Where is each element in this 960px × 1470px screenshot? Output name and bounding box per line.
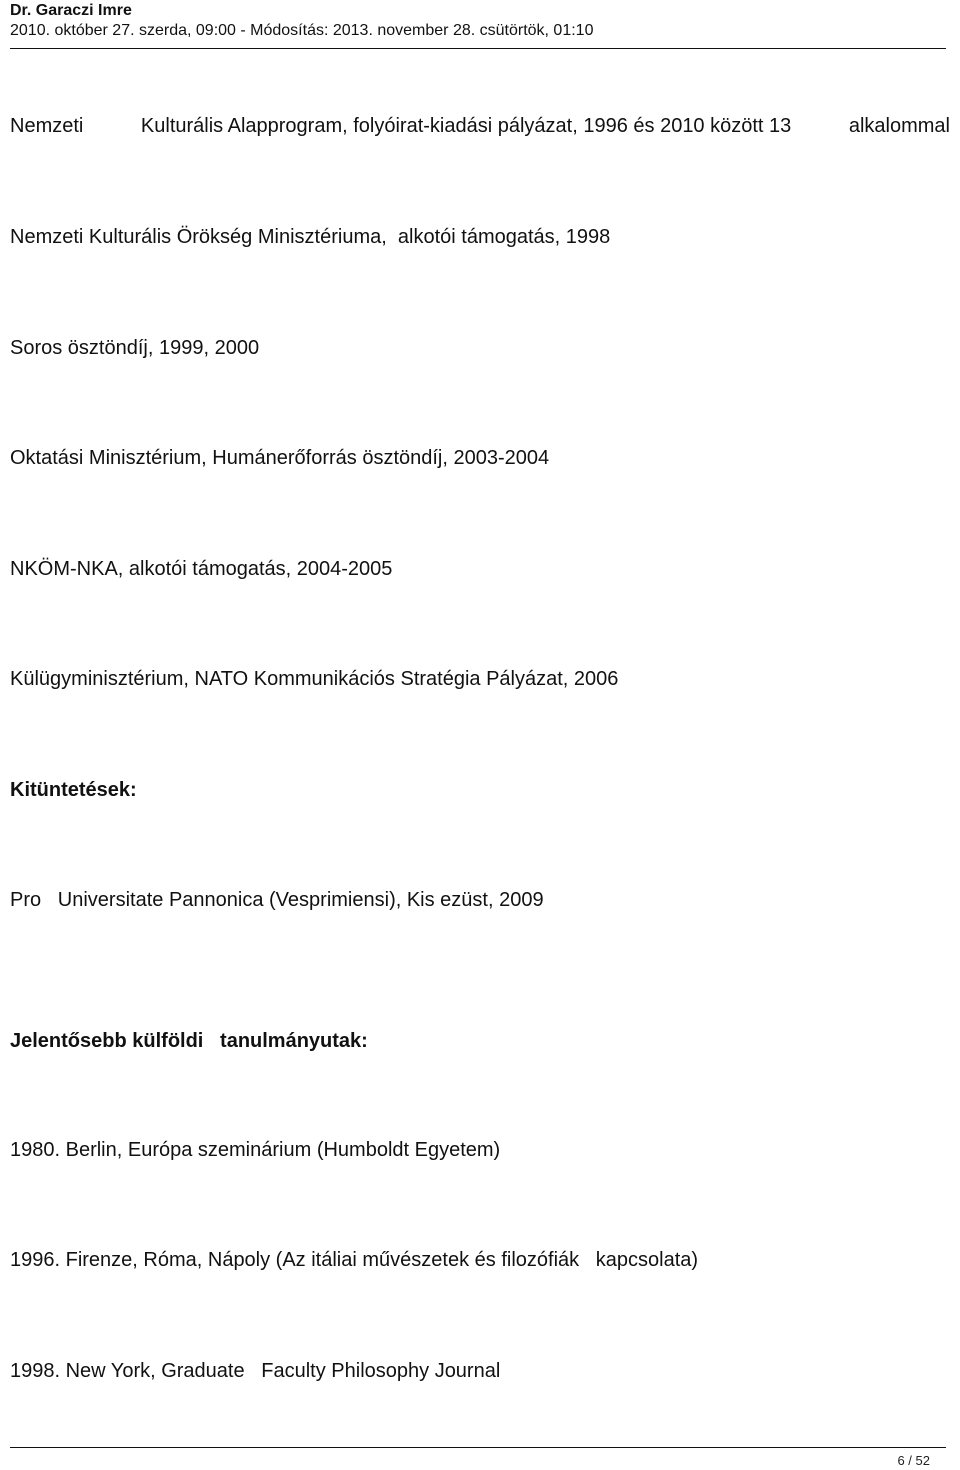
author-name: Dr. Garaczi Imre — [10, 2, 132, 19]
awards-heading: Kitüntetések: — [10, 779, 137, 801]
grant-line-1-word-1: Nemzeti — [10, 115, 84, 137]
grant-line-1 — [10, 114, 950, 138]
study-trip-3: 1998. New York, Graduate Faculty Philosophy Journal — [10, 1360, 501, 1382]
study-trips-heading: Jelentősebb külföldi tanulmányutak: — [10, 1030, 368, 1052]
grant-line-2: Nemzeti Kulturális Örökség Minisztériuma, alkotói támogatás, 1998 — [10, 226, 611, 248]
award-line-1: Pro Universitate Pannonica (Vesprimiensi), Kis ezüst, 2009 — [10, 889, 544, 911]
study-trip-2: 1996. Firenze, Róma, Nápoly (Az itáliai művészetek és filozófiák kapcsolata) — [10, 1249, 699, 1271]
footer-divider — [10, 1447, 946, 1448]
grant-line-3: Soros ösztöndíj, 1999, 2000 — [10, 337, 260, 359]
grant-line-1-word-3: alkalommal — [848, 115, 950, 137]
page-number: 6 / 52 — [897, 1453, 930, 1468]
date-modified-line: 2010. október 27. szerda, 09:00 - Módosítás: 2013. november 28. csütörtök, 01:10 — [10, 22, 594, 39]
page-header — [10, 0, 946, 41]
grant-line-4: Oktatási Minisztérium, Humánerőforrás ösztöndíj, 2003-2004 — [10, 447, 550, 469]
study-trip-1: 1980. Berlin, Európa szeminárium (Humboldt Egyetem) — [10, 1139, 501, 1161]
grant-line-5: NKÖM-NKA, alkotói támogatás, 2004-2005 — [10, 558, 393, 580]
grant-line-1-word-2: Kulturális Alapprogram, folyóirat-kiadási pályázat, 1996 és 2010 között 13 — [140, 115, 792, 137]
header-divider — [10, 48, 946, 49]
grant-line-6: Külügyminisztérium, NATO Kommunikációs Stratégia Pályázat, 2006 — [10, 668, 619, 690]
